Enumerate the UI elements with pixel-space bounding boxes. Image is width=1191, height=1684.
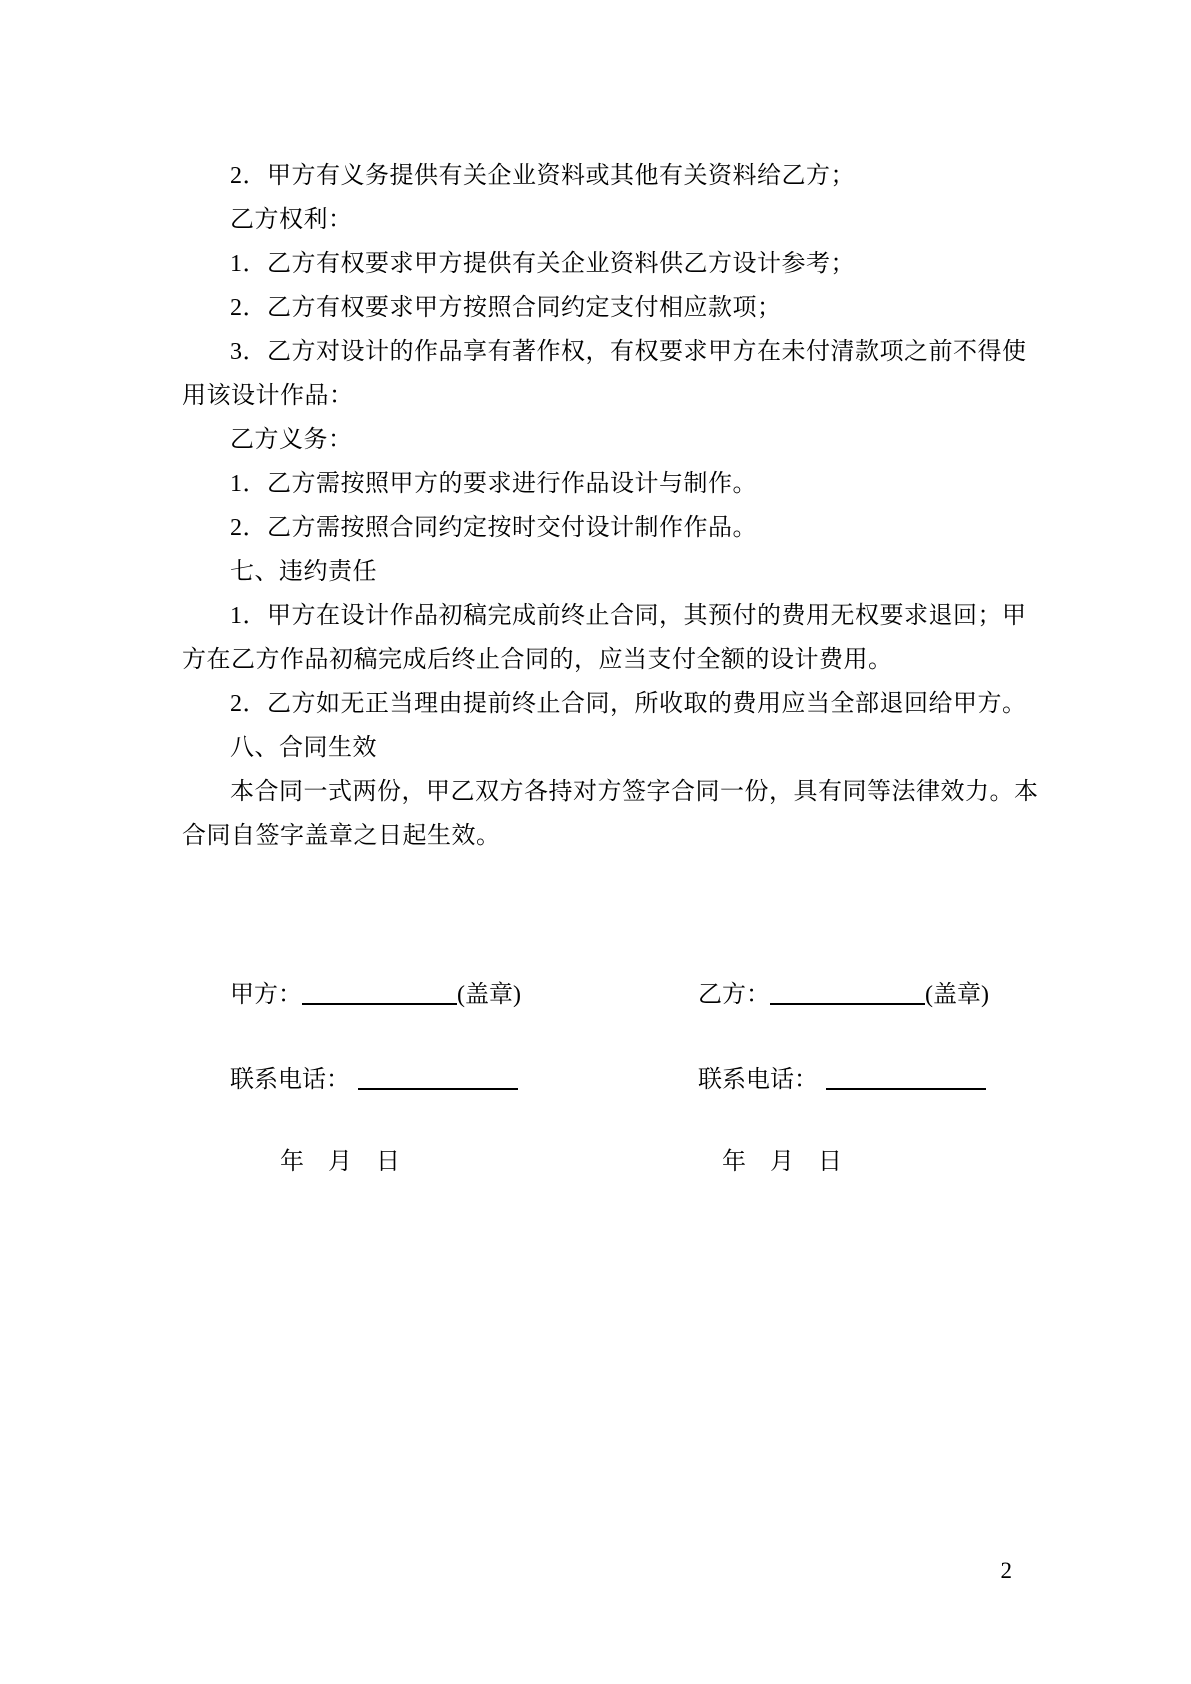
paragraph-line: 合同自签字盖章之日起生效。 xyxy=(182,823,501,849)
signature-block xyxy=(182,973,1042,1184)
party-b-label: 乙方： xyxy=(698,982,770,1008)
signature-seal-row xyxy=(182,973,1042,1017)
paragraph-line: 1．甲方在设计作品初稿完成前终止合同，其预付的费用无权要求退回；甲 xyxy=(230,603,1027,629)
party-b-seal-cell xyxy=(650,973,989,1017)
paragraph-line: 方在乙方作品初稿完成后终止合同的，应当支付全额的设计费用。 xyxy=(182,647,893,673)
party-a-phone-blank xyxy=(358,1064,518,1090)
paragraph-line: 本合同一式两份，甲乙双方各持对方签字合同一份，具有同等法律效力。本 xyxy=(230,779,1039,805)
party-a-phone-cell xyxy=(182,1058,650,1102)
party-b-phone-cell xyxy=(650,1058,986,1102)
party-a-date-cell xyxy=(182,1140,700,1184)
party-a-name-blank xyxy=(302,979,457,1005)
paragraph-line: 2．乙方需按照合同约定按时交付设计制作作品。 xyxy=(230,515,757,541)
party-a-seal-cell xyxy=(182,973,650,1017)
party-b-phone-blank xyxy=(826,1064,986,1090)
paragraph-line: 1．乙方需按照甲方的要求进行作品设计与制作。 xyxy=(230,471,757,497)
party-b-date-cell xyxy=(700,1140,842,1184)
paragraph-line: 3．乙方对设计的作品享有著作权，有权要求甲方在未付清款项之前不得使 xyxy=(230,339,1027,365)
signature-date-row xyxy=(182,1140,1042,1184)
section-heading-contract-effectiveness: 八、合同生效 xyxy=(230,735,377,761)
paragraph-line: 乙方权利： xyxy=(230,207,353,233)
party-b-phone-label: 联系电话： xyxy=(698,1067,818,1093)
party-a-seal-label: (盖章) xyxy=(457,982,521,1008)
party-a-phone-label: 联系电话： xyxy=(230,1067,350,1093)
party-b-date-label: 年 月 日 xyxy=(722,1149,842,1175)
party-b-seal-label: (盖章) xyxy=(925,982,989,1008)
section-heading-breach-liability: 七、违约责任 xyxy=(230,559,377,585)
signature-phone-row xyxy=(182,1058,1042,1102)
paragraph-line: 1．乙方有权要求甲方提供有关企业资料供乙方设计参考； xyxy=(230,251,855,277)
paragraph-line: 乙方义务： xyxy=(230,427,353,453)
paragraph-line: 用该设计作品： xyxy=(182,383,354,409)
page-number: 2 xyxy=(1000,1558,1012,1583)
party-a-date-label: 年 月 日 xyxy=(280,1149,400,1175)
contract-body xyxy=(182,154,1039,858)
party-b-name-blank xyxy=(770,979,925,1005)
paragraph-line: 2．甲方有义务提供有关企业资料或其他有关资料给乙方； xyxy=(230,163,855,189)
paragraph-line: 2．乙方有权要求甲方按照合同约定支付相应款项； xyxy=(230,295,782,321)
party-a-label: 甲方： xyxy=(230,982,302,1008)
paragraph-line: 2．乙方如无正当理由提前终止合同，所收取的费用应当全部退回给甲方。 xyxy=(230,691,1027,717)
